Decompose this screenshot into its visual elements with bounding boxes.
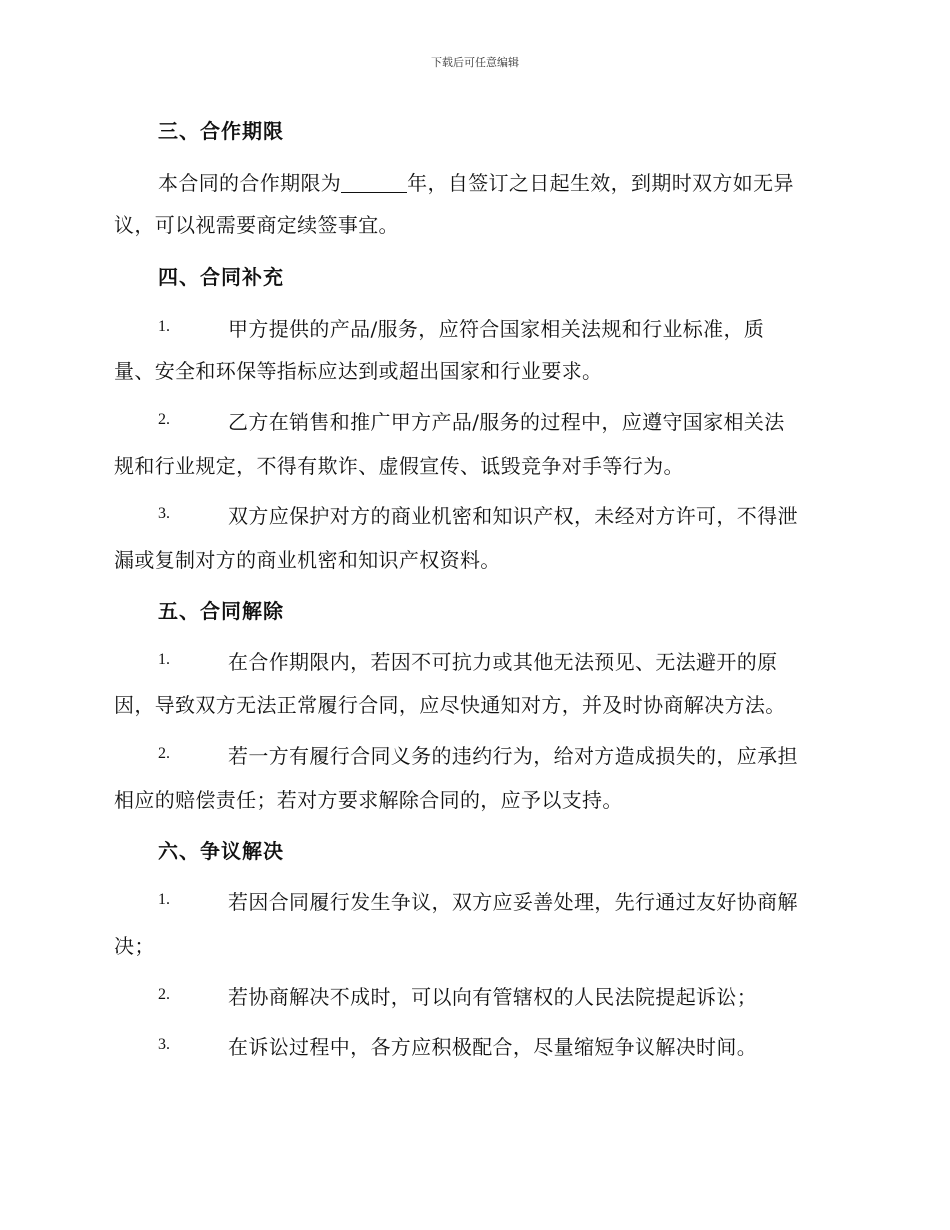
section-3-text-a: 本合同的合作期限为: [158, 171, 342, 195]
s5-item-1-line-2: 因，导致双方无法正常履行合同，应尽快通知对方，并及时协商解决方法。: [114, 693, 786, 717]
s5-item-1-line-1: 在合作期限内，若因不可抗力或其他无法预见、无法避开的原: [228, 650, 778, 674]
section-3-heading: 三、合作期限: [158, 119, 284, 143]
s6-item-1-line-2: 决；: [114, 934, 155, 958]
s4-item-2-line-2: 规和行业规定，不得有欺诈、虚假宣传、诋毁竞争对手等行为。: [114, 454, 684, 478]
s6-item-1-line-1: 若因合同履行发生争议，双方应妥善处理，先行通过友好协商解: [228, 890, 798, 914]
s4-item-3-line-1: 双方应保护对方的商业机密和知识产权，未经对方许可，不得泄: [228, 504, 798, 528]
s4-item-1-line-1: 甲方提供的产品/服务，应符合国家相关法规和行业标准，质: [228, 317, 765, 341]
s6-item-1-number: 1.: [158, 891, 170, 908]
s5-item-2-line-2: 相应的赔偿责任；若对方要求解除合同的，应予以支持。: [114, 788, 623, 812]
s4-item-2-number: 2.: [158, 411, 170, 428]
s5-item-1-number: 1.: [158, 651, 170, 668]
s4-item-1-number: 1.: [158, 318, 170, 335]
section-3-text-b: 年，自签订之日起生效，到期时双方如无异: [407, 171, 794, 195]
section-5-heading: 五、合同解除: [158, 599, 284, 623]
s6-item-3-number: 3.: [158, 1036, 170, 1053]
section-3-paragraph-line-1: [158, 167, 794, 196]
s5-item-2-line-1: 若一方有履行合同义务的违约行为，给对方造成损失的，应承担: [228, 744, 798, 768]
page-header-note: 下载后可任意编辑: [431, 56, 519, 69]
s5-item-2-number: 2.: [158, 745, 170, 762]
term-years-blank: [341, 172, 407, 193]
s6-item-2-number: 2.: [158, 986, 170, 1003]
section-6-heading: 六、争议解决: [158, 839, 284, 863]
s4-item-3-number: 3.: [158, 505, 170, 522]
section-4-heading: 四、合同补充: [158, 265, 284, 289]
s4-item-3-line-2: 漏或复制对方的商业机密和知识产权资料。: [114, 548, 501, 572]
s4-item-2-line-1: 乙方在销售和推广甲方产品/服务的过程中，应遵守国家相关法: [228, 410, 785, 434]
s4-item-1-line-2: 量、安全和环保等指标应达到或超出国家和行业要求。: [114, 359, 603, 383]
s6-item-3-line-1: 在诉讼过程中，各方应积极配合，尽量缩短争议解决时间。: [228, 1035, 758, 1059]
section-3-paragraph-line-2: 议，可以视需要商定续签事宜。: [114, 213, 399, 237]
s6-item-2-line-1: 若协商解决不成时，可以向有管辖权的人民法院提起诉讼；: [228, 985, 758, 1009]
